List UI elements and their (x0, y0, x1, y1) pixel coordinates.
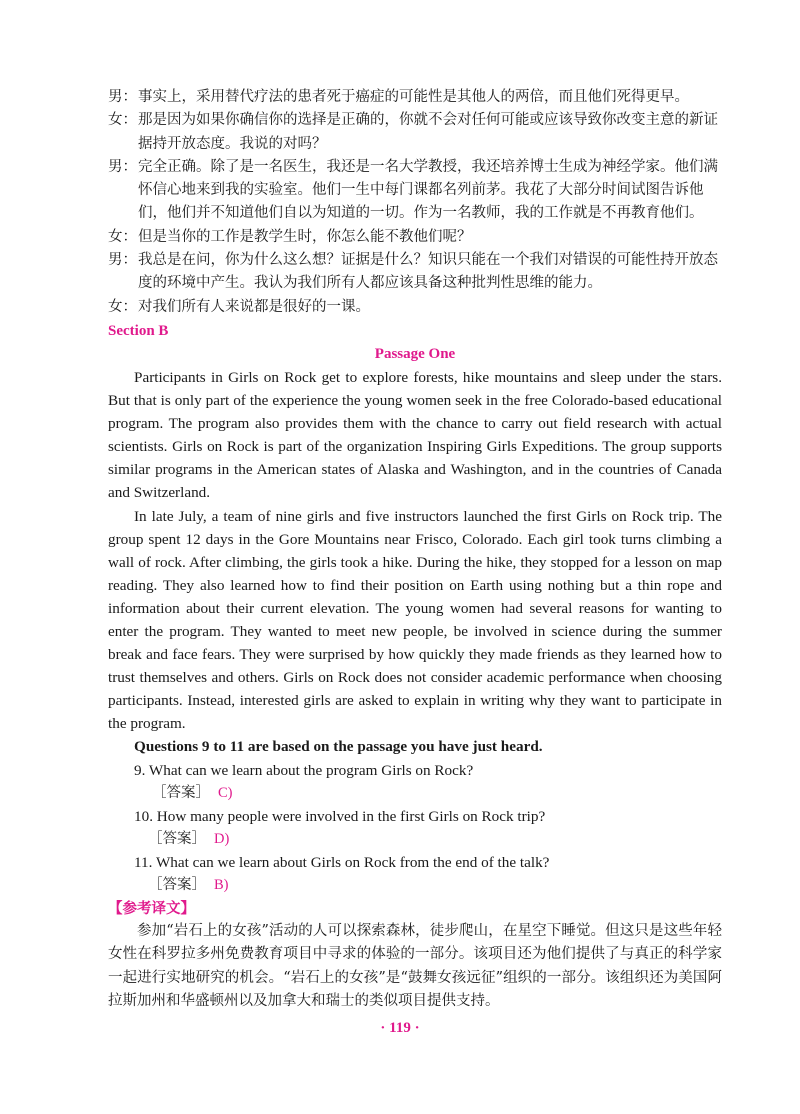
dialogue-line (108, 109, 722, 156)
answer-label: ［答案］ (152, 784, 210, 801)
answer-row (108, 782, 722, 805)
speaker-label: 男： (108, 252, 137, 269)
dialogue-line (108, 296, 722, 319)
dialogue-text: 完全正确。除了是一名医生，我还是一名大学教授，我还培养博士生成为神经学家。他们满怀信心地来到我的实验室。他们一生中每门课都名列前茅。我花了大部分时间试图告诉他们，他们并不知道他们自以为知道的一切。作为一名教师，我的工作就是不再教育他们。 (138, 158, 718, 222)
speaker-label: 女： (108, 112, 137, 129)
page-number: · 119 · (380, 1020, 420, 1036)
dialogue-line (108, 226, 722, 249)
page-content (108, 86, 722, 1013)
question-item: 11. What can we learn about Girls on Rock from the end of the talk? (134, 853, 550, 871)
answer-value: D) (214, 830, 230, 847)
speaker-label: 男： (108, 158, 137, 175)
dialogue-text: 那是因为如果你确信你的选择是正确的，你就不会对任何可能或应该导致你改变主意的新证据持开放态度。我说的对吗？ (138, 112, 718, 152)
translation-paragraph: 参加“岩石上的女孩”活动的人可以探索森林，徒步爬山，在星空下睡觉。但这只是这些年轻女性在科罗拉多州免费教育项目中寻求的体验的一部分。该项目还为他们提供了与真正的科学家一起进行实地研究的机会。“岩石上的女孩”是“鼓舞女孩远征”组织的一部分。该组织还为美国阿拉斯加州和华盛顿州以及加拿大和瑞士的类似项目提供支持。 (108, 923, 722, 1010)
dialogue-line (108, 86, 722, 109)
answer-value: C) (218, 784, 233, 801)
speaker-label: 女： (108, 298, 137, 315)
passage-paragraph: Participants in Girls on Rock get to explore forests, hike mountains and sleep under the stars. But that is only part of the experience the young women seek in the free Colorado-based educational program. The program also provides them with the chance to carry out field research with actual scientists. Girls on Rock is part of the organization Inspiring Girls Expeditions. The group supports similar programs in the American states of Alaska and Washington, and in the countries of Canada and Switzerland. (108, 368, 722, 502)
questions-heading: Questions 9 to 11 are based on the passage you have just heard. (134, 738, 543, 756)
section-heading: Section B (108, 322, 169, 339)
dialogue-line (108, 156, 722, 226)
answer-label: ［答案］ (148, 830, 206, 847)
answer-row (108, 828, 722, 851)
dialogue-text: 对我们所有人来说都是很好的一课。 (138, 298, 370, 315)
reference-translation-heading: 【参考译文】 (108, 900, 195, 918)
dialogue-text: 事实上，采用替代疗法的患者死于癌症的可能性是其他人的两倍，而且他们死得更早。 (138, 89, 689, 105)
passage-paragraph: In late July, a team of nine girls and five instructors launched the first Girls on Rock trip. The group spent 12 days in the Gore Mountains near Frisco, Colorado. Each girl took turns climbing a wall of rock. After climbing, the girls took a hike. During the hike, they stopped for a lesson on map reading. They also learned how to find their position on Earth using nothing but a thin rope and information about their current elevation. The young women had several reasons for wanting to enter the program. They wanted to meet new people, be involved in science during the summer break and face fears. They were surprised by how quickly they made friends as they learned how to trust themselves and others. Girls on Rock does not consider academic performance when choosing participants. Instead, interested girls are asked to explain in writing why they want to participate in the program. (108, 507, 722, 733)
dialogue-line (108, 249, 722, 296)
answer-value: B) (214, 877, 229, 894)
answer-row (108, 874, 722, 897)
speaker-label: 男： (108, 89, 137, 105)
question-item: 9. What can we learn about the program Girls on Rock? (134, 761, 474, 779)
dialogue-text: 但是当你的工作是教学生时，你怎么能不教他们呢？ (138, 228, 472, 245)
question-item: 10. How many people were involved in the first Girls on Rock trip? (134, 807, 546, 825)
dialogue-text: 我总是在问，你为什么这么想？证据是什么？知识只能在一个我们对错误的可能性持开放态度的环境中产生。我认为我们所有人都应该具备这种批判性思维的能力。 (138, 252, 718, 292)
answer-label: ［答案］ (148, 877, 206, 894)
passage-title: Passage One (374, 345, 456, 362)
speaker-label: 女： (108, 228, 137, 245)
